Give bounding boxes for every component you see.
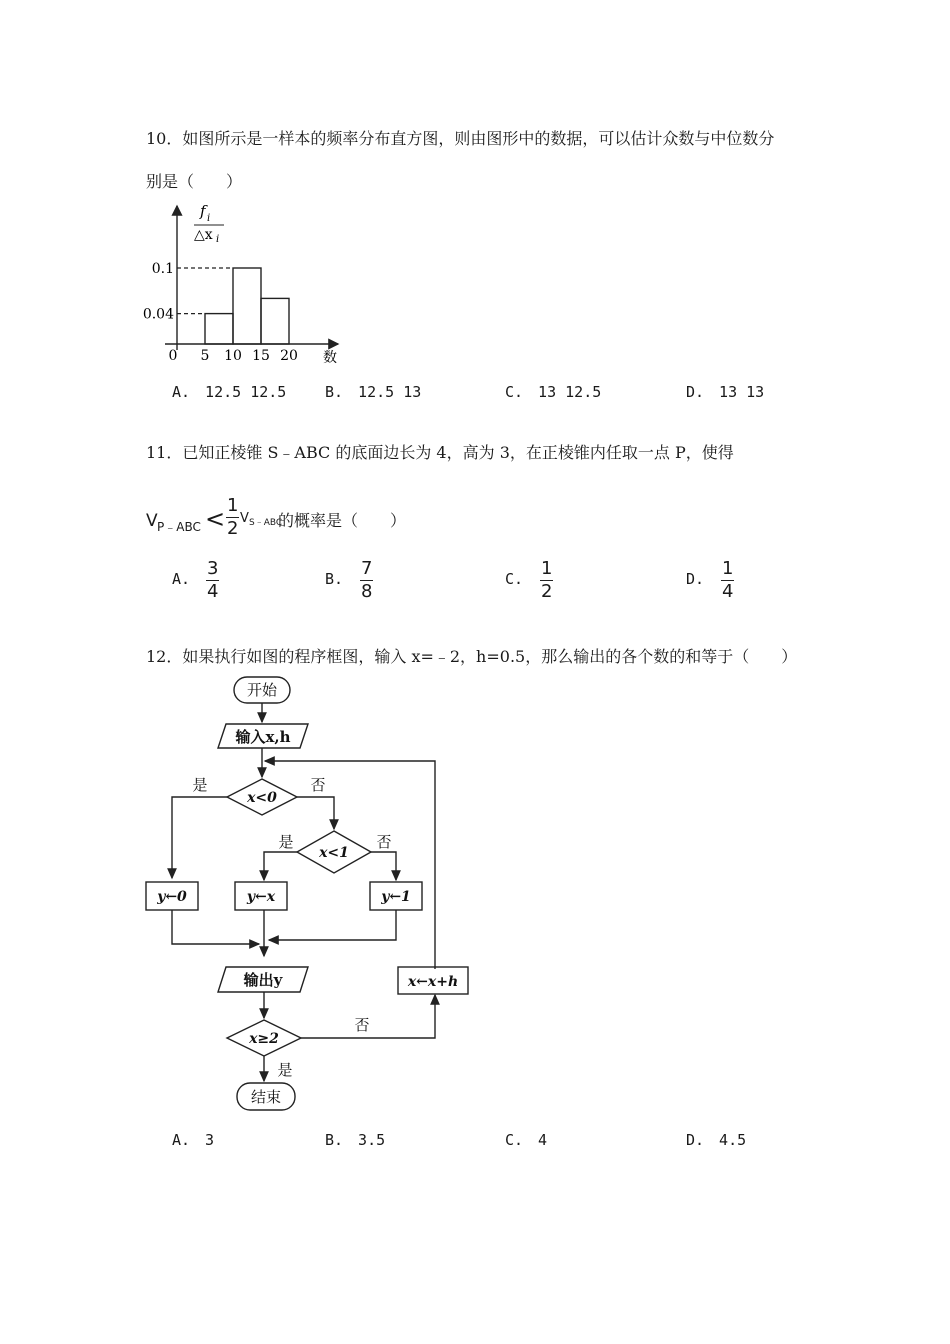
assign0-label: y←0 xyxy=(157,889,187,905)
q11-option-a[interactable]: A. xyxy=(172,570,191,588)
histogram-chart xyxy=(142,198,360,368)
x-tick-label: 10 xyxy=(224,348,242,364)
q11-stem-line1: 11．已知正棱锥 S﹣ABC 的底面边长为 4，高为 3，在正棱锥内任取一点 P，使得 xyxy=(146,443,734,462)
histogram-bar xyxy=(205,314,233,344)
histogram-bar xyxy=(233,268,261,344)
q11-option-d-fraction xyxy=(721,560,734,601)
cond3-label: x≥2 xyxy=(249,1031,279,1047)
x-tick-label: 5 xyxy=(200,348,210,364)
frac-den: 2 xyxy=(541,581,553,602)
yes-label-1: 是 xyxy=(192,776,208,794)
q12-option-b[interactable]: B. 3.5 xyxy=(325,1131,386,1149)
frac-den: 4 xyxy=(722,581,734,602)
v-left: V xyxy=(146,511,158,531)
y-label-denominator-sub: i xyxy=(216,234,220,245)
assignx-label: y←x xyxy=(246,889,276,905)
q11-formula xyxy=(146,497,446,543)
frac-num: 3 xyxy=(207,558,219,579)
q10-stem-line1: 10．如图所示是一样本的频率分布直方图，则由图形中的数据，可以估计众数与中位数分 xyxy=(146,129,775,148)
no-label-1: 否 xyxy=(310,776,326,794)
q11-option-b[interactable]: B. xyxy=(325,570,344,588)
q10-option-c[interactable]: C. 13 12.5 xyxy=(505,383,602,401)
v-right: V xyxy=(240,511,249,526)
q12-stem-line1: 12．如果执行如图的程序框图，输入 x=﹣2，h=0.5，那么输出的各个数的和等于（ ） xyxy=(146,647,798,666)
assign1-label: y←1 xyxy=(381,889,411,905)
q11-option-b-fraction xyxy=(360,560,373,601)
origin-label: 0 xyxy=(168,348,178,364)
no-label-2: 否 xyxy=(376,833,392,851)
y-label-denominator: △x xyxy=(194,227,213,243)
x-tick-label: 20 xyxy=(280,348,298,364)
half-den: 2 xyxy=(227,518,239,539)
q12-option-d[interactable]: D. 4.5 xyxy=(686,1131,747,1149)
q10-option-d[interactable]: D. 13 13 xyxy=(686,383,765,401)
cond2-label: x<1 xyxy=(319,845,349,861)
yes-label-3: 是 xyxy=(277,1061,293,1079)
cond1-label: x<0 xyxy=(247,790,277,806)
end-label: 结束 xyxy=(250,1088,282,1106)
frac-num: 1 xyxy=(541,558,553,579)
yes-label-2: 是 xyxy=(278,833,294,851)
output-label: 输出y xyxy=(243,971,283,989)
q10-option-b[interactable]: B. 12.5 13 xyxy=(325,383,422,401)
half-fraction xyxy=(226,497,239,538)
frac-num: 1 xyxy=(722,558,734,579)
v-left-sub: P﹣ABC xyxy=(157,520,201,534)
less-than: < xyxy=(205,505,226,533)
frac-den: 8 xyxy=(361,581,373,602)
y-label-numerator: f xyxy=(200,202,206,220)
q11-option-c[interactable]: C. xyxy=(505,570,524,588)
y-tick-label: 0.1 xyxy=(151,261,174,277)
half-num: 1 xyxy=(227,495,239,516)
update-label: x←x+h xyxy=(407,974,459,990)
q11-tail: 的概率是（ ） xyxy=(278,511,407,530)
q12-option-a[interactable]: A. 3 xyxy=(172,1131,215,1149)
q11-options xyxy=(172,560,872,604)
q11-option-c-fraction xyxy=(540,560,553,601)
q11-option-d[interactable]: D. xyxy=(686,570,705,588)
no-label-3: 否 xyxy=(354,1016,370,1034)
q10-stem-line2: 别是（ ） xyxy=(146,172,243,191)
x-axis-label: 数 xyxy=(323,350,337,366)
v-right-sub: S﹣ABC xyxy=(249,518,283,528)
flowchart xyxy=(140,672,485,1117)
q12-option-c[interactable]: C. 4 xyxy=(505,1131,548,1149)
x-tick-label: 15 xyxy=(252,348,270,364)
start-label: 开始 xyxy=(246,681,278,699)
q10-option-a[interactable]: A. 12.5 12.5 xyxy=(172,383,287,401)
input-label: 输入x,h xyxy=(235,728,291,746)
frac-den: 4 xyxy=(207,581,219,602)
y-tick-label: 0.04 xyxy=(142,306,174,323)
histogram-bar xyxy=(261,298,289,344)
q11-option-a-fraction xyxy=(206,560,219,601)
y-label-numerator-sub: i xyxy=(207,213,211,224)
frac-num: 7 xyxy=(361,558,373,579)
